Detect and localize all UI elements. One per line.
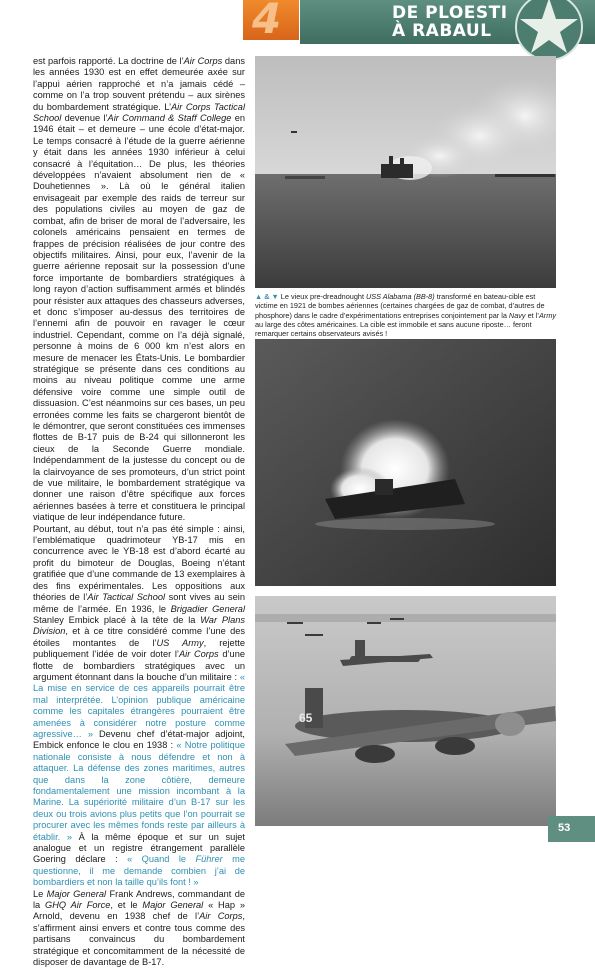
paragraph-run: Air Corps [183,56,223,66]
caption-run: ▲ & ▼ [255,292,279,301]
paragraph-run: Devenu chef d’état-major adjoint, Embick enfonce le clou en 1938 : [33,728,245,751]
paragraph-run: Air Command & Staff College [107,113,232,124]
paragraph-run: Air Corps [178,649,219,660]
star-roundel-icon [514,0,584,62]
caption-run: USS Alabama (BB-8) [366,292,435,301]
paragraph-run: Frank Andrews, commandant de la [33,888,246,911]
photo-bomber-formation [255,596,556,826]
paragraph-run: devenue l’ [61,113,108,124]
caption-run: Navy [508,310,526,320]
paragraph-1 [33,56,245,524]
photo-ship-smoke [255,56,556,288]
paragraph-3 [33,889,245,969]
paragraph-run: Air Corps Tactical School [33,101,245,124]
paragraph-run: « La mise en service de ces appareils pourrait être mal interprétée. L’opinion publique américaine comme les capitales étrangères pourraient être amenées à considérer notre posture comme agressive… » [33,671,245,739]
page-number-tab [548,816,595,842]
article-body [33,56,245,969]
photo-caption [255,292,556,338]
caption-run: Army [538,310,556,320]
paragraph-run: Brigadier General [170,603,246,614]
chapter-number: 4 [252,0,282,43]
paragraph-run: en 1946 était – et demeure – une école d’état-major. Le temps consacré à l’étude de la guerre aérienne y était dans les années 1930 inférieur à celui consacré à l’équitation… De plus, les théories développées n’avaient absolument rien de « Douhetiennes ». Là où le général italien envisageait par exemple des raids de terreur sur des populations civiles au moyen de gaz de combat, afin de briser de moral de l’adversaire, les colonels américains pensaient en termes de frappes de précision réalisées de jour contre des objectifs militaires. Ainsi, pour eux, l’avenir de la guerre aérienne reposait sur la possession d’une force importante de bombardiers stratégiques à long rayon d’action suffisamment armés et blindés pour résister aux attaques des chasseurs adverses, et donc s’imposer au-dessus des territoires de l’ennemi afin de pouvoir en ravager le cœur industriel. Cependant, comme on l’a déjà signalé, personne à moins de 6 000 km n’est alors en mesure de menacer les États-Unis. Le bombardier stratégique se présente dans ces conditions au moins au niveau politique comme une arme défensive voire comme une simple outil de dissuasion. C’est néanmoins sur ces bases, un peu erronées comme les faits se chargeront bientôt de le démontrer, que seront constituées ces immenses flottes de B-17 puis de B-24 qui sillonneront les cieux de la Seconde Guerre mondiale. Indépendamment de la justesse du concept ou de la clairvoyance de ses promoteurs, d’un strict point de vue militaire, le bombardement stratégique va donner une raison d’être spécifique aux forces aériennes basées à terre et constituera le principal viatique de leur indépendance future. [33,113,245,523]
paragraph-run: d’une flotte de bombardiers stratégiques avec un argument étonnant dans la bouche d’un militaire : [33,649,245,682]
paragraph-run: sont vives au sein même de l’armée. En 1936, le [33,592,245,614]
paragraph-run: Stanley Embick placé à la tête de la [33,614,201,625]
caption-run: Le vieux pre-dreadnought [278,292,366,301]
paragraph-run: Führer [195,854,223,865]
chapter-title-line2: À RABAUL [392,21,492,41]
paragraph-run: GHQ Air Force [45,900,111,911]
paragraph-run: Le [33,888,47,899]
paragraph-run: , rejette publiquement l’idée de voir doter l’ [33,637,245,660]
paragraph-run: « Hap » Arnold, devenu en 1938 chef de l’ [33,900,245,922]
paragraph-run: US Army [156,637,204,648]
tail-code-label: 65 [299,711,313,725]
paragraph-run: dans les années 1930 est en effet demeurée axée sur l’appui aérien rapproché et n’a jamais cédé – comme on l’a trop souvent prétendu – aux sirènes du bombardement stratégique. L’ [33,56,245,112]
paragraph-run: Major General [46,888,107,899]
paragraph-run: Pourtant, au début, tout n’a pas été simple : ainsi, l’emblématique quadrimoteur YB-17 mis en concurrence avec le YB-18 est d’abord écarté au profit du bimoteur de Douglas, Boeing n’étant gratifiée que d’une commande de 13 exemplaires à des fins expérimentales. Les oppositions aux théories de l’ [33,523,245,603]
paragraph-run: À la même époque et sur un sujet analogue et un registre étrangement parallèle Goering déclare : [33,831,245,865]
caption-run: au large des côtes américaines. La cible est immobile et sans aucune riposte… feront remarquer certains observateurs avisés ! [255,319,532,339]
paragraph-run: , et à ce titre considéré comme l’une des étoiles montantes de l’ [33,626,245,648]
paragraph-run: , s’affirment ainsi envers et contre tous comme des partisans convaincus du bombardement stratégique et concomitamment de la nécessité de disposer de davantage de B-17. [33,911,245,968]
photo-bomb-explosion [255,339,556,586]
paragraph-run: me questionne, il me demande combien j’ai de bombardiers et non la taille qu’ils font ! » [33,854,246,888]
caption-run: transformé en bateau-cible est victime en 1921 de bombes aériennes (certaines chargées de gaz de combat, d’autres de phosphore) dans le cadre d’expérimentations entreprises conjointement par la [255,292,545,320]
paragraph-run: Major General [142,900,204,911]
paragraph-2 [33,524,245,889]
paragraph-run: « Quand le [127,854,196,865]
paragraph-run: War Plans Division [33,614,245,637]
chapter-title-line1: DE PLOESTI [392,3,508,23]
paragraph-run: Air Corps [199,911,243,922]
paragraph-run: Air Tactical School [87,592,166,603]
caption-run: et l’ [525,310,539,320]
paragraph-run: « Notre politique nationale consiste à nous défendre et non à attaquer. La défense des zones maritimes, autres que dans la zone côtière, demeure fondamentalement une mission incombant à la Marine. La supériorité militaire d’un B-17 sur les deux ou trois avions plus petits que l’on pourrait se procurer avec les mêmes fonds reste par ailleurs à établir. » [33,740,245,842]
paragraph-run: est parfois rapporté. La doctrine de l’ [33,56,184,66]
paragraph-run: , et le [110,900,143,911]
page-number: 53 [558,822,571,834]
